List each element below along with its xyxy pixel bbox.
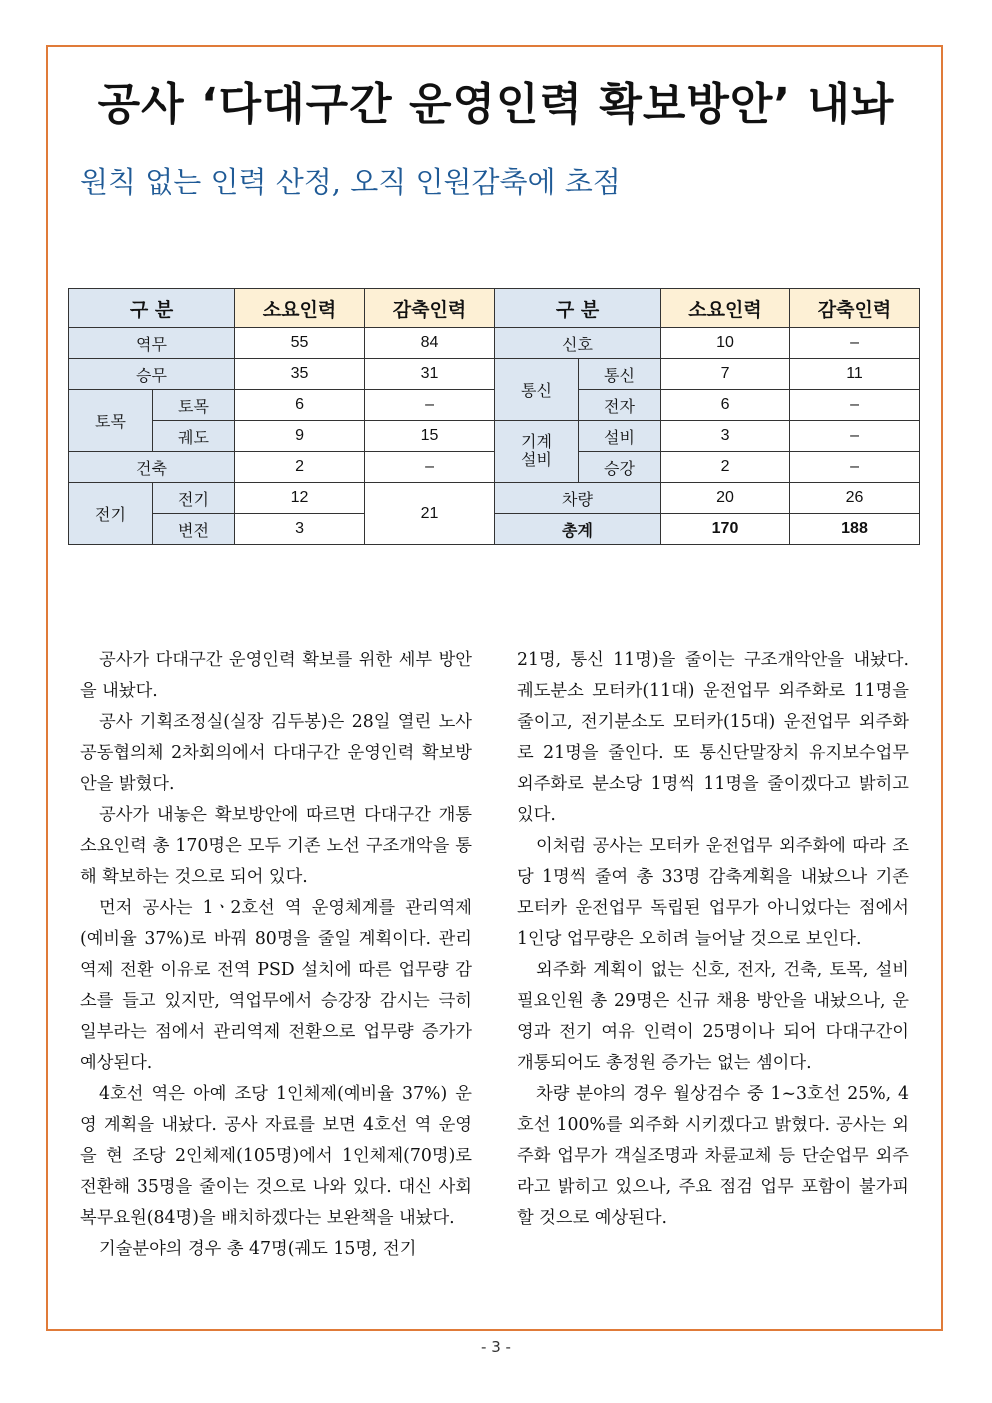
paragraph: 이처럼 공사는 모터카 운전업무 외주화에 따라 조당 1명씩 줄여 총 33명 감축계획을 내놨으나 기존 모터카 운전업무 독립된 업무가 아니었다는 점에서 1인당 업무량은 오히려 늘어날 것으로 보인다. xyxy=(517,836,909,949)
cell-reduced: 11 xyxy=(790,359,920,390)
total-label: 총계 xyxy=(495,514,661,545)
paragraph-continued: 21명, 통신 11명)을 줄이는 구조개악안을 내놨다. 궤도분소 모터카(11대) 운전업무 외주화로 11명을 줄이고, 전기분소도 모터카(15대) 운전업무 외주화로 21명을 줄인다. 또 통신단말장치 유지보수업무 외주화로 분소당 1명씩 11명을 줄이겠다고 밝히고 있다. xyxy=(517,650,909,825)
row-label: 승무 xyxy=(69,359,235,390)
cell-required: 2 xyxy=(235,452,365,483)
row-label: 통신 xyxy=(579,359,661,390)
cell-required: 6 xyxy=(661,390,790,421)
article-title: 공사 ‘다대구간 운영인력 확보방안’ 내놔 xyxy=(97,79,895,130)
paragraph: 4호선 역은 아예 조당 1인체제(예비율 37%) 운영 계획을 내놨다. 공사 자료를 보면 4호선 역 운영을 현 조당 2인체제(105명)에서 1인체제(70명)로 전환해 35명을 줄이는 것으로 나와 있다. 대신 사회복무요원(84명)을 배치하겠다는 보완책을 내놨다. xyxy=(80,1084,472,1228)
row-label: 설비 xyxy=(579,421,661,452)
table-row xyxy=(495,359,920,390)
header-required: 소요인력 xyxy=(661,289,790,328)
cell-reduced: 84 xyxy=(365,328,495,359)
row-label: 궤도 xyxy=(153,421,235,452)
cell-reduced: 26 xyxy=(790,483,920,514)
cell-reduced: 31 xyxy=(365,359,495,390)
group-label: 토목 xyxy=(69,390,153,452)
group-label: 통신 xyxy=(495,359,579,421)
header-category: 구 분 xyxy=(495,289,661,328)
cell-reduced: – xyxy=(790,328,920,359)
cell-required: 2 xyxy=(661,452,790,483)
table-row xyxy=(69,359,495,390)
cell-required: 9 xyxy=(235,421,365,452)
paragraph: 공사가 다대구간 운영인력 확보를 위한 세부 방안을 내놨다. xyxy=(80,650,472,701)
table-row xyxy=(495,421,920,452)
paragraph: 차량 분야의 경우 월상검수 중 1~3호선 25%, 4호선 100%를 외주화 시키겠다고 밝혔다. 공사는 외주화 업무가 객실조명과 차륜교체 등 단순업무 외주라고 밝히고 있으나, 주요 점검 업무 포함이 불가피할 것으로 예상된다. xyxy=(517,1084,909,1228)
row-label: 차량 xyxy=(495,483,661,514)
body-column-left xyxy=(80,645,472,1265)
row-label: 토목 xyxy=(153,390,235,421)
paragraph: 공사 기획조정실(실장 김두봉)은 28일 열린 노사공동협의체 2차회의에서 다대구간 운영인력 확보방안을 밝혔다. xyxy=(80,712,472,794)
cell-required: 10 xyxy=(661,328,790,359)
staffing-table-right xyxy=(494,288,920,545)
paragraph: 기술분야의 경우 총 47명(궤도 15명, 전기 xyxy=(99,1239,417,1259)
row-label: 전기 xyxy=(153,483,235,514)
paragraph: 공사가 내놓은 확보방안에 따르면 다대구간 개통 소요인력 총 170명은 모두 기존 노선 구조개악을 통해 확보하는 것으로 되어 있다. xyxy=(80,805,472,887)
body-column-right xyxy=(517,645,909,1234)
table-total-row xyxy=(495,514,920,545)
cell-required: 7 xyxy=(661,359,790,390)
page-number: - 3 - xyxy=(481,1338,511,1356)
row-label: 역무 xyxy=(69,328,235,359)
table-row xyxy=(495,328,920,359)
row-label: 승강 xyxy=(579,452,661,483)
table-row xyxy=(69,452,495,483)
group-label: 기계 설비 xyxy=(495,421,579,483)
row-label: 변전 xyxy=(153,514,235,545)
cell-reduced: 15 xyxy=(365,421,495,452)
paragraph: 먼저 공사는 1ㆍ2호선 역 운영체계를 관리역제(예비율 37%)로 바꿔 80명을 줄일 계획이다. 관리역제 전환 이유로 전역 PSD 설치에 따른 업무량 감소를 들고 있지만, 역업무에서 승강장 감시는 극히 일부라는 점에서 관리역제 전환으로 업무량 증가가 예상된다. xyxy=(80,898,472,1073)
article-subtitle: 원칙 없는 인력 산정, 오직 인원감축에 초점 xyxy=(80,165,621,199)
group-label: 전기 xyxy=(69,483,153,545)
cell-required: 12 xyxy=(235,483,365,514)
staffing-table-left xyxy=(68,288,495,545)
header-reduced: 감축인력 xyxy=(790,289,920,328)
table-header-row xyxy=(495,289,920,328)
header-reduced: 감축인력 xyxy=(365,289,495,328)
table-header-row xyxy=(69,289,495,328)
cell-required: 20 xyxy=(661,483,790,514)
paragraph: 외주화 계획이 없는 신호, 전자, 건축, 토목, 설비 필요인원 총 29명은 신규 채용 방안을 내놨으나, 운영과 전기 여유 인력이 25명이나 되어 다대구간이 개통되어도 총정원 증가는 없는 셈이다. xyxy=(517,960,909,1073)
row-label: 전자 xyxy=(579,390,661,421)
table-row xyxy=(69,483,495,514)
table-row xyxy=(495,483,920,514)
cell-required: 3 xyxy=(661,421,790,452)
table-row xyxy=(69,390,495,421)
cell-reduced: 21 xyxy=(365,483,495,545)
header-category: 구 분 xyxy=(69,289,235,328)
total-required: 170 xyxy=(661,514,790,545)
row-label: 신호 xyxy=(495,328,661,359)
row-label: 건축 xyxy=(69,452,235,483)
cell-reduced: – xyxy=(365,452,495,483)
cell-reduced: – xyxy=(790,421,920,452)
cell-required: 55 xyxy=(235,328,365,359)
header-required: 소요인력 xyxy=(235,289,365,328)
table-row xyxy=(69,328,495,359)
cell-reduced: – xyxy=(365,390,495,421)
cell-required: 6 xyxy=(235,390,365,421)
cell-required: 35 xyxy=(235,359,365,390)
cell-reduced: – xyxy=(790,452,920,483)
total-reduced: 188 xyxy=(790,514,920,545)
cell-required: 3 xyxy=(235,514,365,545)
cell-reduced: – xyxy=(790,390,920,421)
